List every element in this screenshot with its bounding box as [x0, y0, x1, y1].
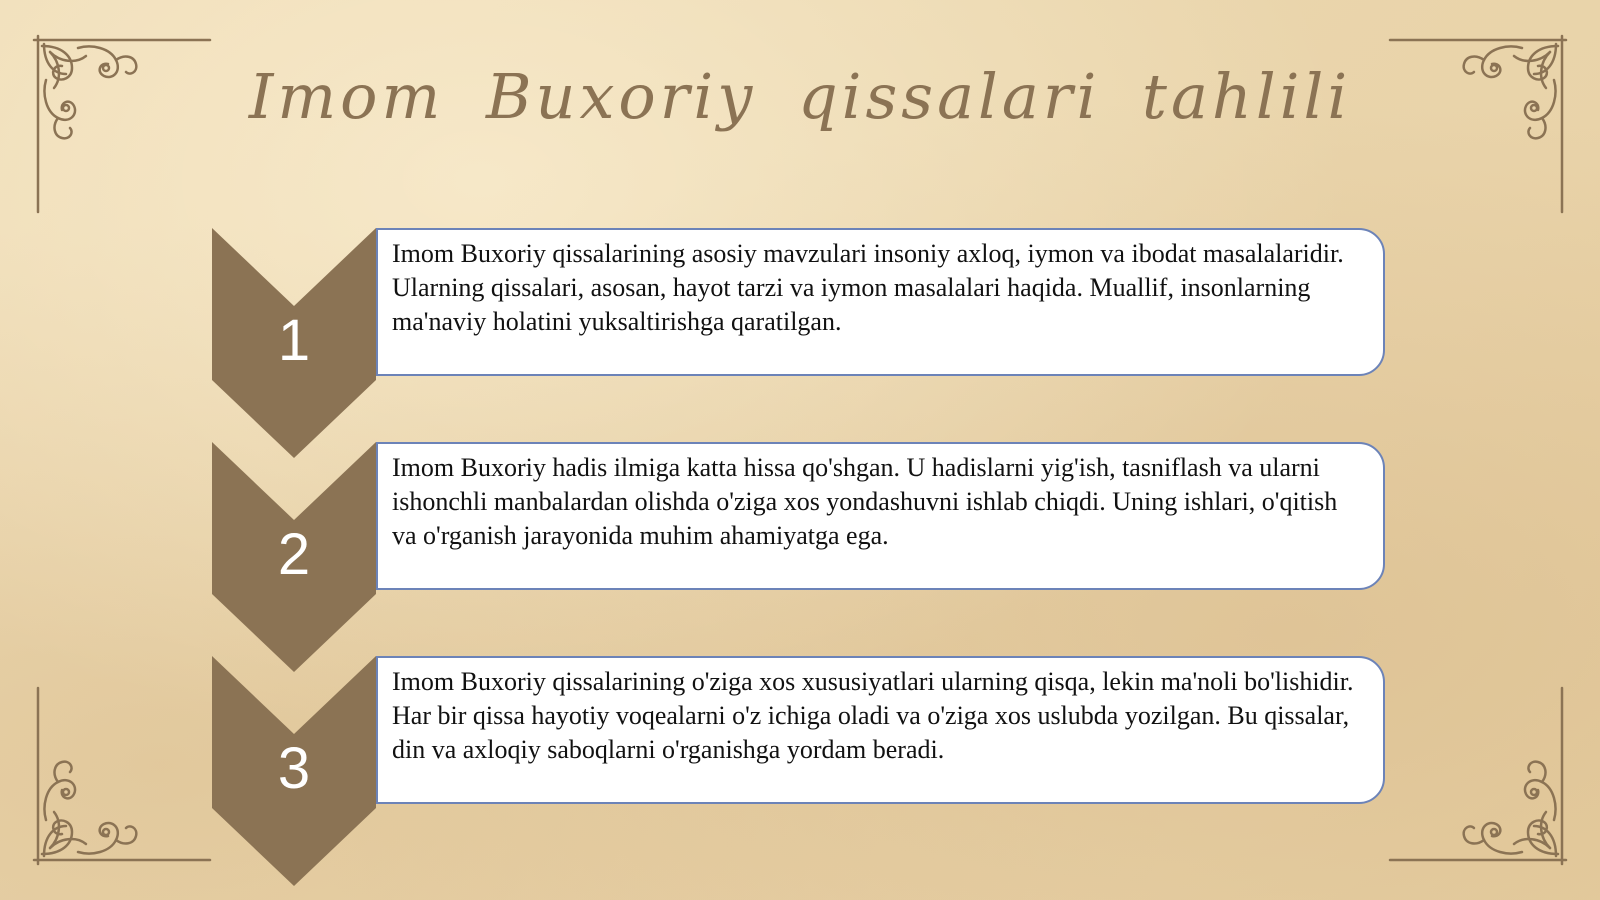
step-number: 3	[277, 736, 311, 801]
process-step	[212, 656, 1387, 886]
step-card	[376, 442, 1385, 590]
step-card	[376, 656, 1385, 804]
step-number: 2	[277, 522, 311, 587]
slide-title: Imom Buxoriy qissalari tahlili	[248, 60, 1352, 133]
step-description: Imom Buxoriy qissalarining o'ziga xos xususiyatlari ularning qisqa, lekin ma'noli bo'lishidir. Har bir qissa hayotiy voqealarni o'z ichiga oladi va o'ziga xos uslubda yozilgan. Bu qissalar, din va axloqiy saboqlarni o'rganishga yordam beradi.	[392, 667, 1354, 764]
step-description: Imom Buxoriy qissalarining asosiy mavzulari insoniy axloq, iymon va ibodat masalalaridir. Ularning qissalari, asosan, hayot tarzi va iymon masalalari haqida. Muallif, insonlarning ma'naviy holatini yuksaltirishga qaratilgan.	[392, 239, 1344, 336]
corner-ornament-icon	[1378, 676, 1568, 866]
step-number: 1	[277, 308, 311, 373]
step-card	[376, 228, 1385, 376]
corner-ornament-icon	[32, 676, 222, 866]
process-step	[212, 442, 1387, 672]
step-description: Imom Buxoriy hadis ilmiga katta hissa qo'shgan. U hadislarni yig'ish, tasniflash va ularni ishonchli manbalardan olishda o'ziga xos yondashuvni ishlab chiqdi. Uning ishlari, o'qitish va o'rganish jarayonida muhim ahamiyatga ega.	[392, 453, 1338, 550]
process-step	[212, 228, 1387, 458]
